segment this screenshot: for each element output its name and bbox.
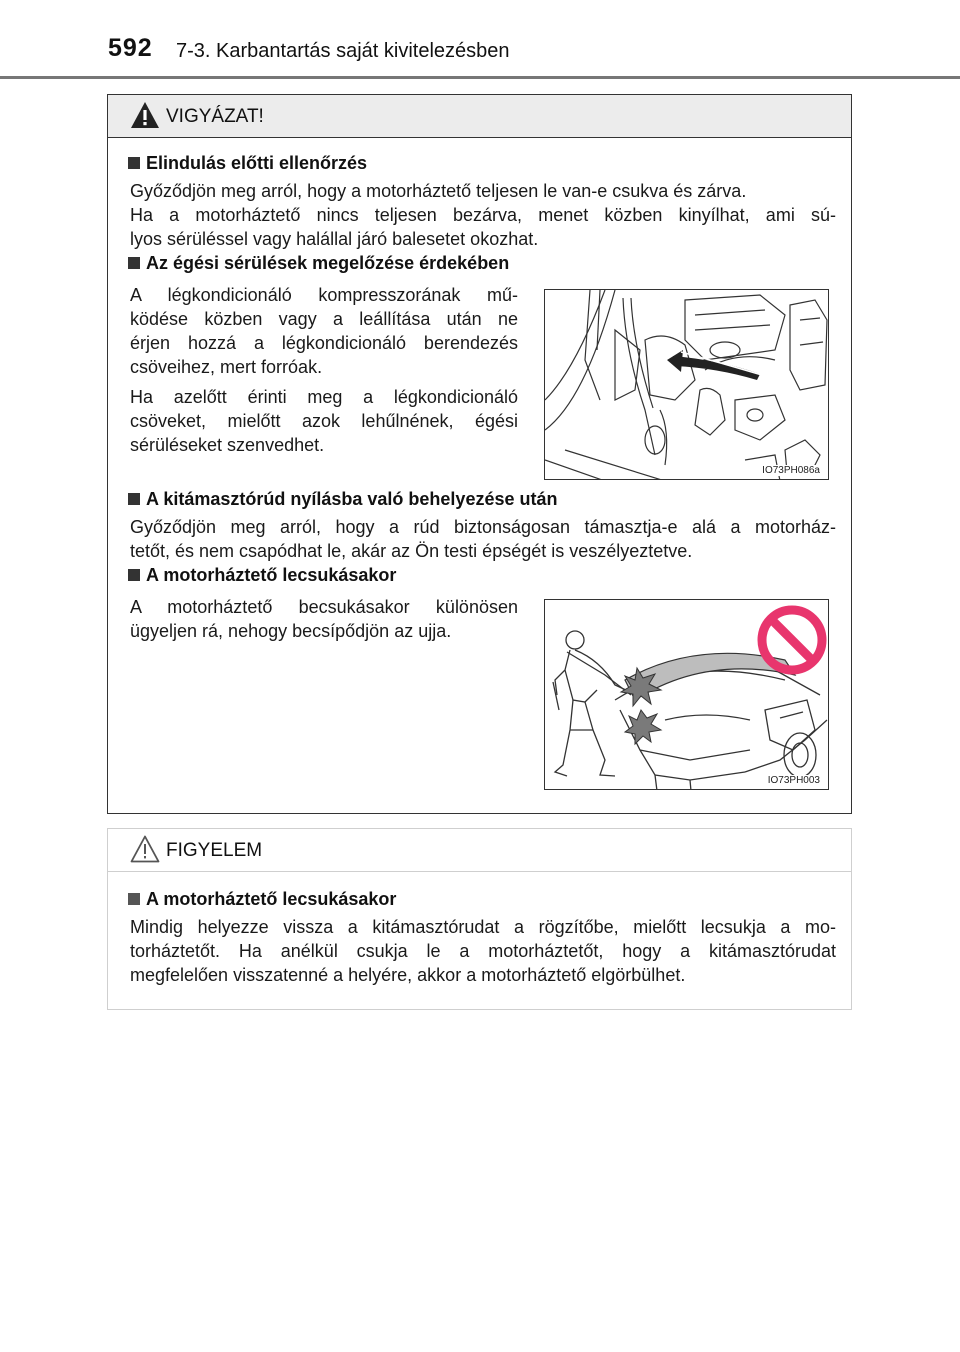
text-line: Győződjön meg arról, hogy a motorháztető teljesen le van-e csukva és zárva. <box>130 181 747 201</box>
bullet-square-icon <box>128 893 140 905</box>
item-heading-closing-hood: A motorháztető lecsukásakor <box>128 565 396 586</box>
impact-star-icon <box>625 710 661 744</box>
warning-header <box>108 95 851 138</box>
bullet-square-icon <box>128 493 140 505</box>
text-line: Ha azelőtt érinti meg a légkondicionáló <box>130 387 518 407</box>
text-line: csöveket, mielőtt azok lehűlnének, égési <box>130 411 518 431</box>
text-line: sérüléseket szenvedhet. <box>130 435 325 455</box>
figure-code: IO73PH003 <box>767 775 820 786</box>
text-line: ügyeljen rá, nehogy becsípődjön az ujja. <box>130 621 452 641</box>
caution-triangle-icon <box>130 835 160 863</box>
item-heading-burns: Az égési sérülések megelőzése érdekében <box>128 253 509 274</box>
text-line: tetőt, és nem csapódhat le, akár az Ön testi épségét is veszélyeztetve. <box>130 541 693 561</box>
page-header <box>0 0 960 80</box>
text-line: A légkondicionáló kompresszorának mű- <box>130 285 518 305</box>
warning-box <box>107 94 852 814</box>
notice-title: FIGYELEM <box>166 840 263 861</box>
paragraph-burns-2 <box>130 385 518 457</box>
text-line: érjen hozzá a légkondicionáló berendezés <box>130 333 518 353</box>
section-title: 7-3. Karbantartás saját kivitelezésben <box>176 40 510 62</box>
text-line: Győződjön meg arról, hogy a rúd biztonságosan támasztja-e alá a motorház- <box>130 517 836 537</box>
figure-code: IO73PH086a <box>762 465 820 476</box>
text-line: Mindig helyezze vissza a kitámasztórudat a rögzítőbe, mielőtt lecsukja a mo- <box>130 917 836 937</box>
bullet-square-icon <box>128 157 140 169</box>
warning-triangle-icon <box>130 101 160 129</box>
text-line: A motorháztető becsukásakor különösen <box>130 597 518 617</box>
notice-box <box>107 828 852 1010</box>
text-line: lyos sérüléssel vagy halállal járó balesetet okozhat. <box>130 229 539 249</box>
prohibition-sign-icon <box>762 610 822 670</box>
engine-bay-illustration <box>545 290 829 480</box>
warning-title: VIGYÁZAT! <box>166 106 264 127</box>
hose-arrow-body <box>673 356 760 380</box>
text-line: ködése közben vagy a leállítása után ne <box>130 309 518 329</box>
page-number: 592 <box>108 34 153 62</box>
notice-heading: A motorháztető lecsukásakor <box>128 889 396 910</box>
engine-compartment-figure <box>544 289 829 480</box>
hood-pinch-illustration <box>545 600 829 790</box>
paragraph-burns-1 <box>130 283 518 379</box>
text-line: csöveihez, mert forróak. <box>130 357 323 377</box>
paragraph-closing-hood <box>130 595 518 643</box>
impact-star-icon <box>621 668 661 706</box>
bullet-square-icon <box>128 569 140 581</box>
text-line: Ha a motorháztető nincs teljesen bezárva, menet közben kinyílhat, ami sú- <box>130 205 836 225</box>
hood-closing-figure <box>544 599 829 790</box>
notice-paragraph <box>130 915 836 987</box>
text-line: megfelelően visszatenné a helyére, akkor a motorháztető elgörbülhet. <box>130 965 686 985</box>
paragraph-pre-drive <box>130 179 836 251</box>
item-heading-pre-drive: Elindulás előtti ellenőrzés <box>128 153 367 174</box>
item-heading-support-rod: A kitámasztórúd nyílásba való behelyezése után <box>128 489 557 510</box>
bullet-square-icon <box>128 257 140 269</box>
notice-header <box>108 829 851 872</box>
paragraph-support-rod <box>130 515 836 563</box>
header-divider <box>0 76 960 79</box>
text-line: torháztetőt. Ha anélkül csukja le a motorháztetőt, hogy a kitámasztórudat <box>130 941 836 961</box>
